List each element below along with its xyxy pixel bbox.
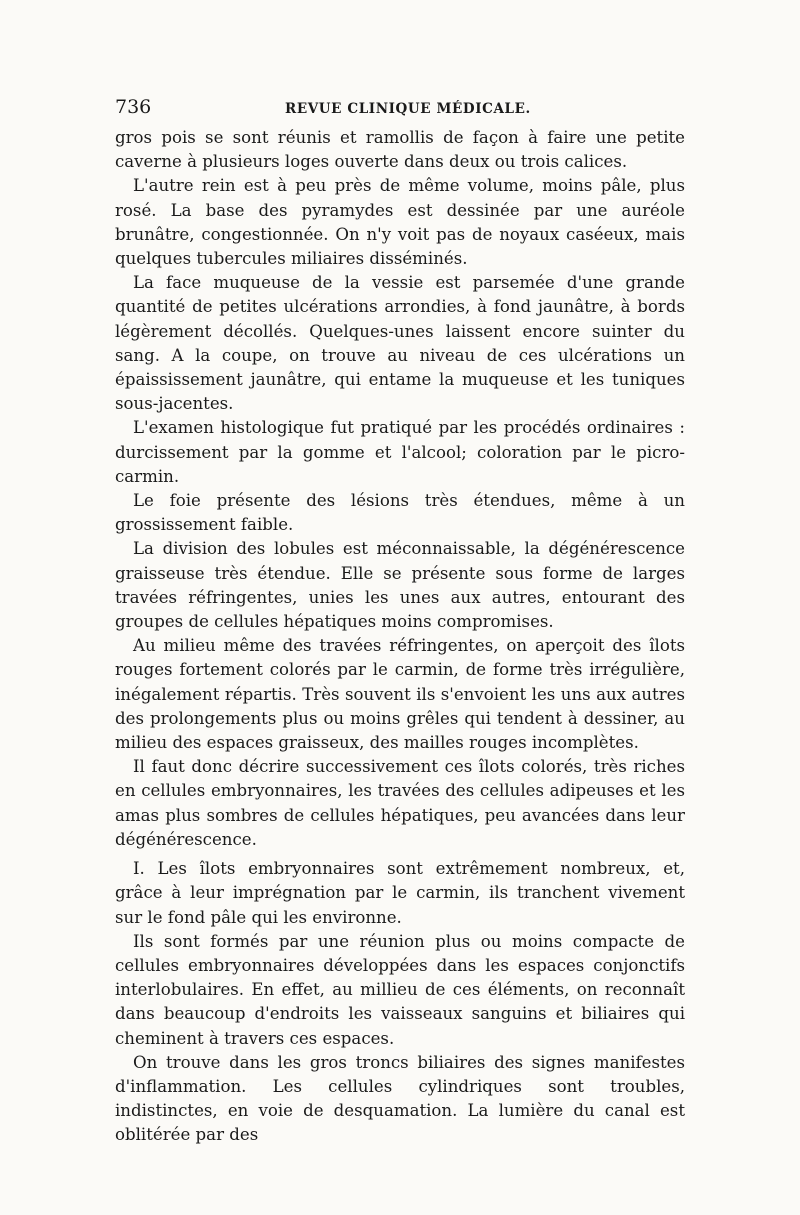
paragraph-other-kidney: L'autre rein est à peu près de même volume, moins pâle, plus rosé. La base des pyramydes est dessinée par une auréole brunâtre, congestionnée. On n'y voit pas de noyaux caséeux, mais quelques tubercules miliaires disséminés. bbox=[115, 176, 685, 269]
paragraph-section-one: I. Les îlots embryonnaires sont extrêmement nombreux, et, grâce à leur imprégnation par le carmin, ils tranchent vivement sur le fond pâle qui les environne. bbox=[115, 859, 685, 927]
paragraph-embryonic-cells: Ils sont formés par une réunion plus ou moins compacte de cellules embryonnaires développées dans les espaces conjonctifs interlobulaires. En effet, au millieu de ces éléments, on reconnaît dans beaucoup d'endroits les vaisseaux sanguins et biliaires qui cheminent à travers ces espaces. bbox=[115, 931, 685, 1048]
paragraph-histology-method: L'examen histologique fut pratiqué par les procédés ordinaires : durcissement par la gomme et l'alcool; coloration par le picro-carmin. bbox=[115, 418, 685, 486]
paragraph-biliary-trunks: On trouve dans les gros troncs biliaires des signes manifestes d'inflammation. Les cellules cylindriques sont troubles, indistinctes, en voie de desquamation. La lumière du canal est oblitérée par des bbox=[115, 1052, 685, 1145]
paragraph-lobules: La division des lobules est méconnaissable, la dégénérescence graisseuse très étendue. Elle se présente sous forme de larges travées réfringentes, unies les unes aux autres, entourant des groupes de cellules hépatiques moins compromises. bbox=[115, 539, 685, 632]
document-page bbox=[115, 96, 685, 1148]
paragraph-continuation: gros pois se sont réunis et ramollis de façon à faire une petite caverne à plusieurs loges ouverte dans deux ou trois calices. bbox=[115, 128, 685, 172]
body-text bbox=[115, 126, 685, 1148]
paragraph-liver: Le foie présente des lésions très étendues, même à un grossissement faible. bbox=[115, 491, 685, 535]
running-head bbox=[115, 96, 685, 122]
paragraph-bladder: La face muqueuse de la vessie est parsemée d'une grande quantité de petites ulcérations arrondies, à fond jaunâtre, à bords légèrement décollés. Quelques-unes laissent encore suinter du sang. A la coupe, on trouve au niveau de ces ulcérations un épaississement jaunâtre, qui entame la muqueuse et les tuniques sous-jacentes. bbox=[115, 273, 685, 414]
page-number: 736 bbox=[115, 96, 152, 118]
journal-title: REVUE CLINIQUE MÉDICALE. bbox=[285, 101, 531, 117]
paragraph-red-islets: Au milieu même des travées réfringentes, on aperçoit des îlots rouges fortement colorés par le carmin, de forme très irrégulière, inégalement répartis. Très souvent ils s'envoient les uns aux autres des prolongements plus ou moins grêles qui tendent à dessiner, au milieu des espaces graisseux, des mailles rouges incomplètes. bbox=[115, 636, 685, 753]
paragraph-describe: Il faut donc décrire successivement ces îlots colorés, très riches en cellules embryonnaires, les travées des cellules adipeuses et les amas plus sombres de cellules hépatiques, peu avancées dans leur dégénérescence. bbox=[115, 757, 685, 849]
